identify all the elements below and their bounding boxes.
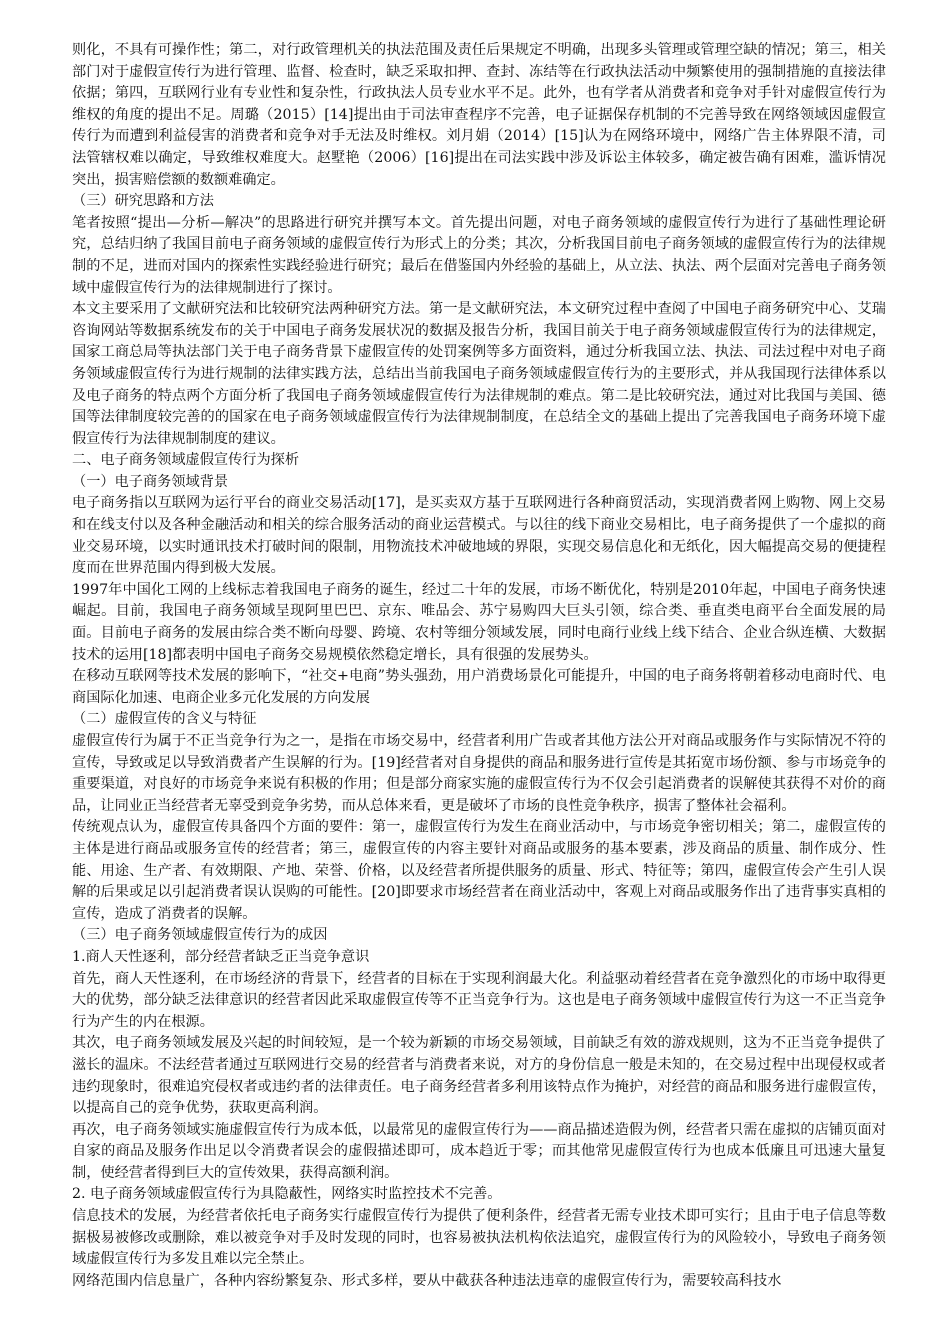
paragraph-ecommerce-history: 1997年中国化工网的上线标志着我国电子商务的诞生，经过二十年的发展，市场不断优化，特别是2010年起，中国电子商务快速崛起。目前，我国电子商务领域呈现阿里巴巴、京东、唯品会、苏宁易购四大巨头引领，综合类、垂直类电商平台全面发展的局面。目前电子商务的发展由综合类不断向母婴、跨境、农村等细分领域发展，同时电商行业线上线下结合、企业合纵连横、大数据技术的运用[18]都表明中国电子商务交易规模依然稳定增长，具有很强的发展势头。: [72, 581, 886, 663]
paragraph-ecommerce-trend: 在移动互联网等技术发展的影响下，“社交+电商”势头强劲，用户消费场景化可能提升，中国的电子商务将朝着移动电商时代、电商国际化加速、电商企业多元化发展的方向发展: [72, 668, 886, 706]
paragraph-network-scope: 网络范围内信息量广，各种内容纷繁复杂、形式多样，要从中截获各种违法违章的虚假宣传行为，需要较高科技水: [72, 1272, 782, 1289]
paragraph-false-advertising-definition: 虚假宣传行为属于不正当竞争行为之一，是指在市场交易中，经营者利用广告或者其他方法公开对商品或服务作与实际情况不符的宣传，导致或足以导致消费者产生误解的行为。[19]经营者对自身提供的商品和服务进行宣传是其拓宽市场份额、参与市场竞争的重要渠道，对良好的市场竞争来说有积极的作用；但是部分商家实施的虚假宣传行为不仅会引起消费者的误解使其获得不对价的商品，让同业正当经营者无辜受到竞争劣势，而从总体来看，更是破坏了市场的良性竞争秩序，损害了整体社会福利。: [72, 733, 886, 814]
section-heading-background: （一）电子商务领域背景: [72, 473, 229, 490]
paragraph-four-elements: 传统观点认为，虚假宣传具备四个方面的要件：第一，虚假宣传行为发生在商业活动中，与市场竞争密切相关；第二，虚假宣传的主体是进行商品或服务宣传的经营者；第三，虚假宣传的内容主要针对商品或服务的基本要素，涉及商品的质量、制作成分、性能、用途、生产者、有效期限、产地、荣誉、价格，以及经营者所提供服务的质量、形式、特征等；第四，虚假宣传会产生引人误解的后果或足以引起消费者误认误购的可能性。[20]即要求市场经营者在商业活动中，客观上对商品或服务作出了违背事实真相的宣传，造成了消费者的误解。: [72, 819, 886, 922]
paragraph-cause-third: 再次，电子商务领域实施虚假宣传行为成本低，以最常见的虚假宣传行为——商品描述造假为例，经营者只需在虚拟的店铺页面对自家的商品及服务作出足以令消费者误会的虚假描述即可，成本趋近于零；而其他常见虚假宣传行为也成本低廉且可迅速大量复制，使经营者得到巨大的宣传效果，获得高额利润。: [72, 1121, 886, 1181]
chapter-heading-analysis: 二、电子商务领域虚假宣传行为探析: [72, 452, 300, 469]
paragraph-cause-second: 其次，电子商务领域发展及兴起的时间较短，是一个较为新颖的市场交易领域，目前缺乏有效的游戏规则，这为不正当竞争提供了滋长的温床。不法经营者通过互联网进行交易的经营者与消费者来说，对方的身份信息一般是未知的，在交易过程中出现侵权或者违约现象时，很难追究侵权者或违约者的法律责任。电子商务经营者多利用该特点作为掩护，对经营的商品和服务进行虚假宣传，以提高自己的竞争优势，获取更高利润。: [72, 1035, 886, 1117]
paragraph-research-methods: 本文主要采用了文献研究法和比较研究法两种研究方法。第一是文献研究法，本文研究过程中查阅了中国电子商务研究中心、艾瑞咨询网站等数据系统发布的关于中国电子商务发展状况的数据及报告分析，我国目前关于电子商务领域虚假宣传行为的法律规定，国家工商总局等执法部门关于电子商务背景下虚假宣传的处罚案例等多方面资料，通过分析我国立法、执法、司法过程中对电子商务领域虚假宣传行为进行规制的法律实践方法，总结出当前我国电子商务领域虚假宣传行为的主要形式，并从我国现行法律体系以及电子商务的特点两个方面分析了我国电子商务领域虚假宣传行为法律规制的难点。第二是比较研究法，通过对比我国与美国、德国等法律制度较完善的的国家在电子商务领域虚假宣传行为法律规制制度，在总结全文的基础上提出了完善我国电子商务环境下虚假宣传行为法律规制制度的建议。: [72, 301, 886, 447]
paragraph-ecommerce-definition: 电子商务指以互联网为运行平台的商业交易活动[17]，是买卖双方基于互联网进行各种商贸活动，实现消费者网上购物、网上交易和在线支付以及各种金融活动和相关的综合服务活动的商业运营模式。与以往的线下商业交易相比，电子商务提供了一个虚拟的商业交易环境，以实时通讯技术打破时间的限制，用物流技术冲破地域的界限，实现交易信息化和无纸化，因大幅提高交易的便捷程度而在世界范围内得到极大发展。: [72, 495, 886, 577]
section-heading-definition: （二）虚假宣传的含义与特征: [72, 711, 257, 728]
subheading-concealment: 2. 电子商务领域虚假宣传行为具隐蔽性，网络实时监控技术不完善。: [72, 1186, 502, 1203]
paragraph-regulation-gaps: 则化，不具有可操作性；第二，对行政管理机关的执法范围及责任后果规定不明确，出现多头管理或管理空缺的情况；第三，相关部门对于虚假宣传行为进行管理、监督、检查时，缺乏采取扣押、查封、冻结等在行政执法活动中频繁使用的强制措施的直接法律依据；第四，互联网行业有专业性和复杂性，行政执法人员专业水平不足。此外，也有学者从消费者和竞争对手针对虚假宣传行为维权的角度的提出不足。周璐（2015）[14]提出由于司法审查程序不完善，电子证据保存机制的不完善导致在网络领域因虚假宣传行为而遭到利益侵害的消费者和竞争对手无法及时维权。刘月娟（2014）[15]认为在网络环境中，网络广告主体界限不清，司法管辖权难以确定，导致维权难度大。赵墅艳（2006）[16]提出在司法实践中涉及诉讼主体较多，确定被告确有困难，滥诉情况突出，损害赔偿额的数额难确定。: [72, 42, 886, 188]
subheading-profit-motive: 1.商人天性逐利，部分经营者缺乏正当竞争意识: [72, 948, 370, 965]
paragraph-cause-first: 首先，商人天性逐利，在市场经济的背景下，经营者的目标在于实现利润最大化。利益驱动着经营者在竞争激烈化的市场中取得更大的优势，部分缺乏法律意识的经营者因此采取虚假宣传等不正当竞争行为。这也是电子商务领域中虚假宣传行为这一不正当竞争行为产生的内在根源。: [72, 970, 886, 1030]
paragraph-information-technology: 信息技术的发展，为经营者依托电子商务实行虚假宣传行为提供了便利条件，经营者无需专业技术即可实行；且由于电子信息等数据极易被修改或删除，难以被竞争对手及时发现的同时，也容易被执法机构依法追究，虚假宣传行为的风险较小，导致电子商务领域虚假宣传行为多发且难以完全禁止。: [72, 1208, 886, 1268]
document-page: [72, 40, 886, 1292]
section-heading-causes: （三）电子商务领域虚假宣传行为的成因: [72, 927, 328, 944]
section-heading-research-approach: （三）研究思路和方法: [72, 193, 214, 210]
paragraph-research-approach: 笔者按照“提出—分析—解决”的思路进行研究并撰写本文。首先提出问题，对电子商务领域的虚假宣传行为进行了基础性理论研究，总结归纳了我国目前电子商务领域的虚假宣传行为形式上的分类；其次，分析我国目前电子商务领域的虚假宣传行为的法律规制的不足，进而对国内的探索性实践经验进行研究；最后在借鉴国内外经验的基础上，从立法、执法、两个层面对完善电子商务领域中虚假宣传行为的法律规制进行了探讨。: [72, 214, 886, 296]
